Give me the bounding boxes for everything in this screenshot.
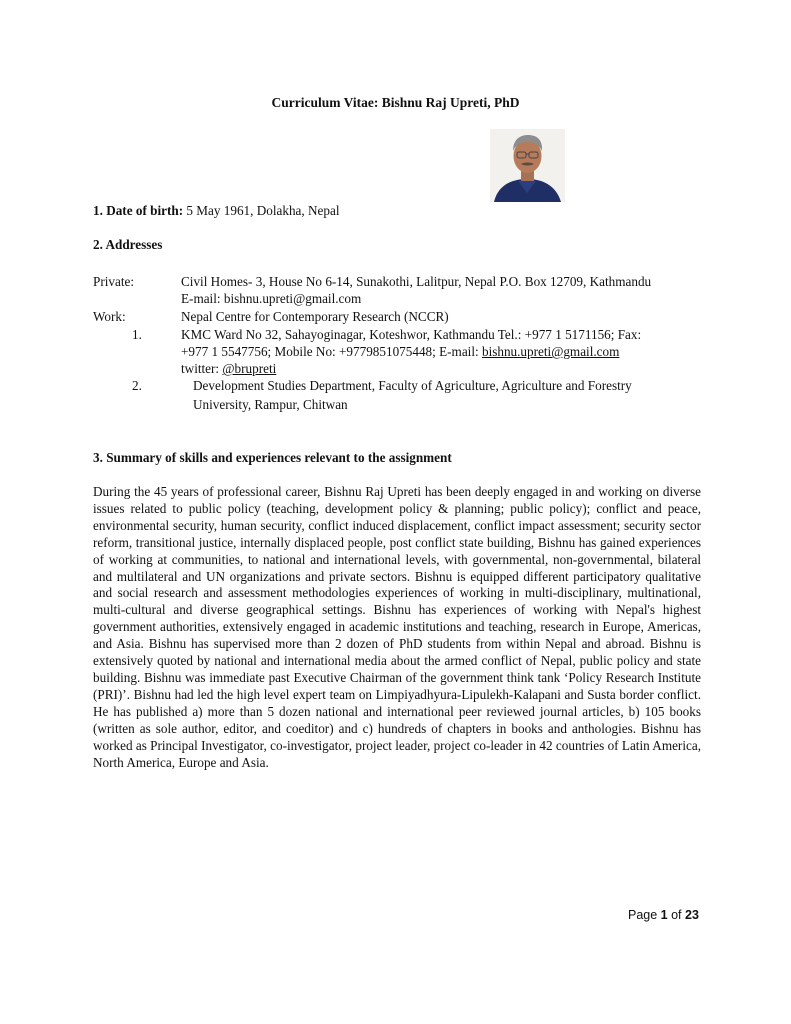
page-total: 23 bbox=[685, 908, 699, 922]
work-label: Work: bbox=[93, 309, 126, 324]
twitter-link[interactable]: @brupreti bbox=[222, 361, 277, 376]
work-item-1-twitter bbox=[181, 360, 276, 377]
page-word: Page bbox=[628, 908, 661, 922]
work-item-1-contact-text: +977 1 5547756; Mobile No: +9779851075448; E-mail: bbox=[181, 344, 482, 359]
document-title: Curriculum Vitae: Bishnu Raj Upreti, PhD bbox=[271, 95, 520, 110]
work-item-1-number: 1. bbox=[132, 327, 142, 342]
page-footer bbox=[628, 907, 699, 924]
work-item-2-number: 2. bbox=[132, 378, 142, 393]
dob-label: 1. Date of birth: bbox=[93, 203, 184, 218]
summary-heading: 3. Summary of skills and experiences relevant to the assignment bbox=[93, 450, 452, 465]
portrait-image bbox=[490, 129, 565, 202]
twitter-label: twitter: bbox=[181, 361, 223, 376]
profile-photo bbox=[490, 129, 565, 202]
work-item-2-line2: University, Rampur, Chitwan bbox=[193, 397, 348, 412]
work-item-1-contact bbox=[181, 343, 619, 360]
of-word: of bbox=[667, 908, 685, 922]
work-item-2-line1: Development Studies Department, Faculty of Agriculture, Agriculture and Forestry bbox=[193, 378, 632, 393]
work-organisation: Nepal Centre for Contemporary Research (NCCR) bbox=[181, 309, 449, 324]
private-label: Private: bbox=[93, 274, 135, 289]
dob-line bbox=[93, 202, 340, 219]
page-number: 1 bbox=[660, 908, 668, 922]
dob-value: 5 May 1961, Dolakha, Nepal bbox=[183, 203, 340, 218]
private-address: Civil Homes- 3, House No 6-14, Sunakothi, Lalitpur, Nepal P.O. Box 12709, Kathmandu bbox=[181, 274, 652, 289]
email-link[interactable]: bishnu.upreti@gmail.com bbox=[481, 344, 620, 359]
work-item-1-address: KMC Ward No 32, Sahayoginagar, Koteshwor, Kathmandu Tel.: +977 1 5171156; Fax: bbox=[181, 327, 642, 342]
addresses-heading: 2. Addresses bbox=[93, 237, 163, 252]
summary-paragraph: During the 45 years of professional career, Bishnu Raj Upreti has been deeply engaged in and working on diverse issues related to public policy (teaching, development policy & planning; public policy); conflict and peace, environmental security, human security, conflict induced displacement, conflict impact assessment; security sector reform, transitional justice, internally displaced people, post conflict state building, Bishnu has gained experiences of working at communities, to national and international levels, with governmental, non-governmental, bilateral and multilateral and UN organizations and private sectors. Bishnu is equipped different participatory qualitative and social research and assessment methodologies experiences of working in multi-disciplinary, multinational, multi-cultural and diverse geographical settings. Bishnu has experiences of working with Nepal's highest government authorities, extensively engaged in academic institutions and teaching, research in Europe, Americas, and Asia. Bishnu has supervised more than 2 dozen of PhD students from within Nepal and abroad. Bishnu is extensively quoted by national and international media about the armed conflict of Nepal, public policy and state building. Bishnu was immediate past Executive Chairman of the government think tank ‘Policy Research Institute (PRI)’. Bishnu had led the high level expert team on Limpiyadhyura-Lipulekh-Kalapani and Susta border conflict. He has published a) more than 5 dozen national and international peer reviewed journal articles, b) 105 books (written as sole author, editor, and coeditor) and c) hundreds of chapters in books and anthologies. Bishnu has worked as Principal Investigator, co-investigator, project leader, project co-leader in 42 countries of Latin America, North America, Europe and Asia. bbox=[93, 484, 701, 770]
private-email: E-mail: bishnu.upreti@gmail.com bbox=[181, 291, 362, 306]
